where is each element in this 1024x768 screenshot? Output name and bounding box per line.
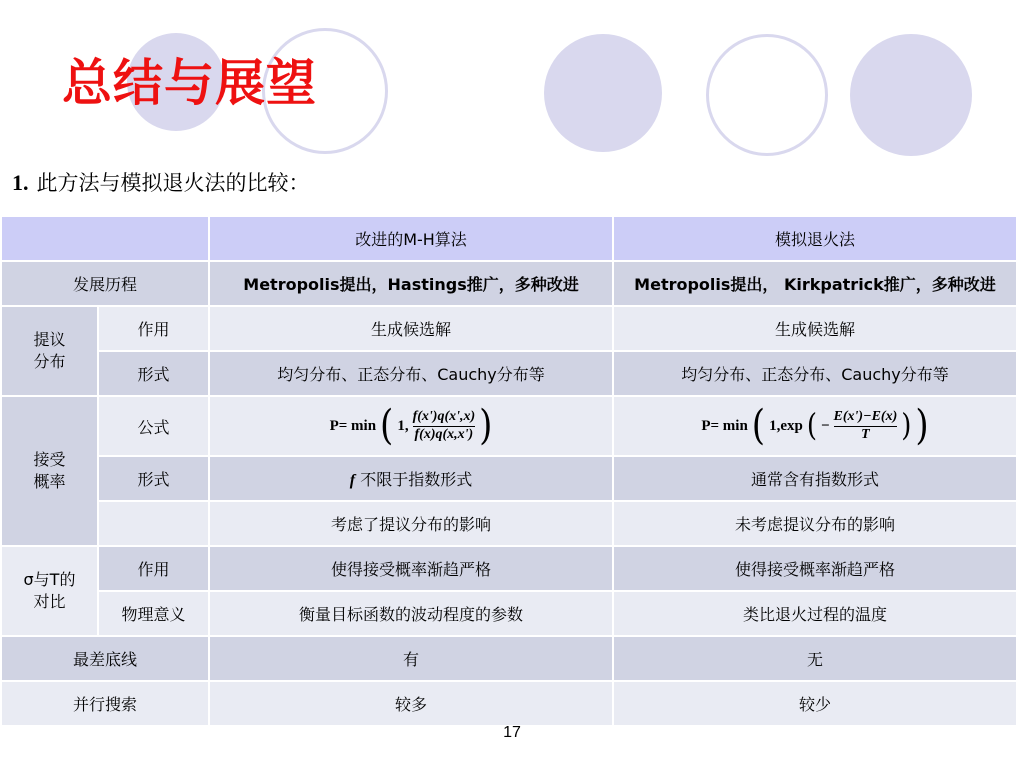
table-row: [1, 501, 1017, 546]
row-label-proposal-form: 形式: [98, 351, 209, 396]
table-row: [1, 456, 1017, 501]
paren-open-icon: (: [806, 408, 817, 444]
cell-sigma-role-mh: 使得接受概率渐趋严格: [209, 546, 613, 591]
header-corner: [1, 216, 209, 261]
table-row: [1, 261, 1017, 306]
table-row: [1, 681, 1017, 726]
table-row: [1, 351, 1017, 396]
cell-proposal-form-mh: 均匀分布、正态分布、Cauchy分布等: [209, 351, 613, 396]
formula-mh-prefix: P= min: [329, 417, 377, 434]
row-label-sigma-meaning: 物理意义: [98, 591, 209, 636]
header-sa: 模拟退火法: [613, 216, 1017, 261]
table-row: [1, 636, 1017, 681]
row-label-parallel: 并行搜索: [1, 681, 209, 726]
cell-accept-note-sa: 未考虑提议分布的影响: [613, 501, 1017, 546]
row-label-sigma-role: 作用: [98, 546, 209, 591]
section-number: 1.: [12, 170, 29, 195]
row-label-proposal-role: 作用: [98, 306, 209, 351]
cell-accept-formula-mh: [209, 396, 613, 456]
cell-proposal-role-sa: 生成候选解: [613, 306, 1017, 351]
cell-accept-note-mh: 考虑了提议分布的影响: [209, 501, 613, 546]
section-heading: [12, 172, 310, 194]
table-row: [1, 546, 1017, 591]
cell-sigma-meaning-mh: 衡量目标函数的波动程度的参数: [209, 591, 613, 636]
cell-proposal-role-mh: 生成候选解: [209, 306, 613, 351]
cell-parallel-sa: 较少: [613, 681, 1017, 726]
row-label-accept-form: 形式: [98, 456, 209, 501]
cell-baseline-mh: 有: [209, 636, 613, 681]
paren-close-icon: ): [915, 402, 929, 450]
paren-close-icon: ): [479, 402, 493, 450]
cell-proposal-form-sa: 均匀分布、正态分布、Cauchy分布等: [613, 351, 1017, 396]
paren-open-icon: (: [751, 402, 766, 450]
group-label-acceptance: 接受 概率: [1, 396, 98, 546]
cell-history-sa: Metropolis提出， Kirkpatrick推广，多种改进: [613, 261, 1017, 306]
formula-sa: [701, 402, 929, 450]
decor-circle-5: [850, 34, 972, 156]
table-header-row: [1, 216, 1017, 261]
paren-open-icon: (: [380, 402, 394, 450]
cell-accept-form-mh-text: 不限于指数形式: [360, 470, 473, 489]
formula-mh-fraction: [413, 409, 476, 442]
header-mh: 改进的M-H算法: [209, 216, 613, 261]
row-label-history: 发展历程: [1, 261, 209, 306]
formula-mh-denominator: f(x)q(x,x'): [414, 426, 474, 442]
formula-sa-denominator: T: [861, 426, 870, 442]
cell-accept-form-sa: 通常含有指数形式: [613, 456, 1017, 501]
cell-accept-formula-sa: [613, 396, 1017, 456]
cell-history-mh: Metropolis提出，Hastings推广，多种改进: [209, 261, 613, 306]
table-row: [1, 306, 1017, 351]
formula-mh: [329, 402, 493, 450]
cell-sigma-meaning-sa: 类比退火过程的温度: [613, 591, 1017, 636]
f-symbol: f: [349, 472, 356, 489]
formula-mh-numerator: f(x')q(x',x): [412, 409, 476, 425]
section-title: 此方法与模拟退火法的比较：: [36, 171, 310, 195]
row-label-accept-note: [98, 501, 209, 546]
cell-baseline-sa: 无: [613, 636, 1017, 681]
slide-title: 总结与展望: [62, 54, 317, 112]
formula-sa-numerator: E(x')−E(x): [833, 409, 898, 425]
formula-sa-one: 1,exp: [769, 417, 803, 434]
formula-sa-minus: −: [820, 417, 830, 434]
table-row: [1, 591, 1017, 636]
row-label-accept-formula: 公式: [98, 396, 209, 456]
cell-parallel-mh: 较多: [209, 681, 613, 726]
decor-circle-4: [706, 34, 828, 156]
row-label-baseline: 最差底线: [1, 636, 209, 681]
formula-sa-fraction: [834, 409, 898, 442]
comparison-table: [0, 215, 1018, 727]
group-label-sigma-t: σ与T的 对比: [1, 546, 98, 636]
page-number: 17: [503, 724, 521, 741]
paren-close-icon: ): [901, 408, 912, 444]
cell-accept-form-mh: [209, 456, 613, 501]
cell-sigma-role-sa: 使得接受概率渐趋严格: [613, 546, 1017, 591]
table-row: [1, 396, 1017, 456]
decor-circle-3: [544, 34, 662, 152]
formula-sa-prefix: P= min: [701, 417, 748, 434]
group-label-proposal: 提议 分布: [1, 306, 98, 396]
formula-mh-one: 1,: [397, 417, 409, 434]
